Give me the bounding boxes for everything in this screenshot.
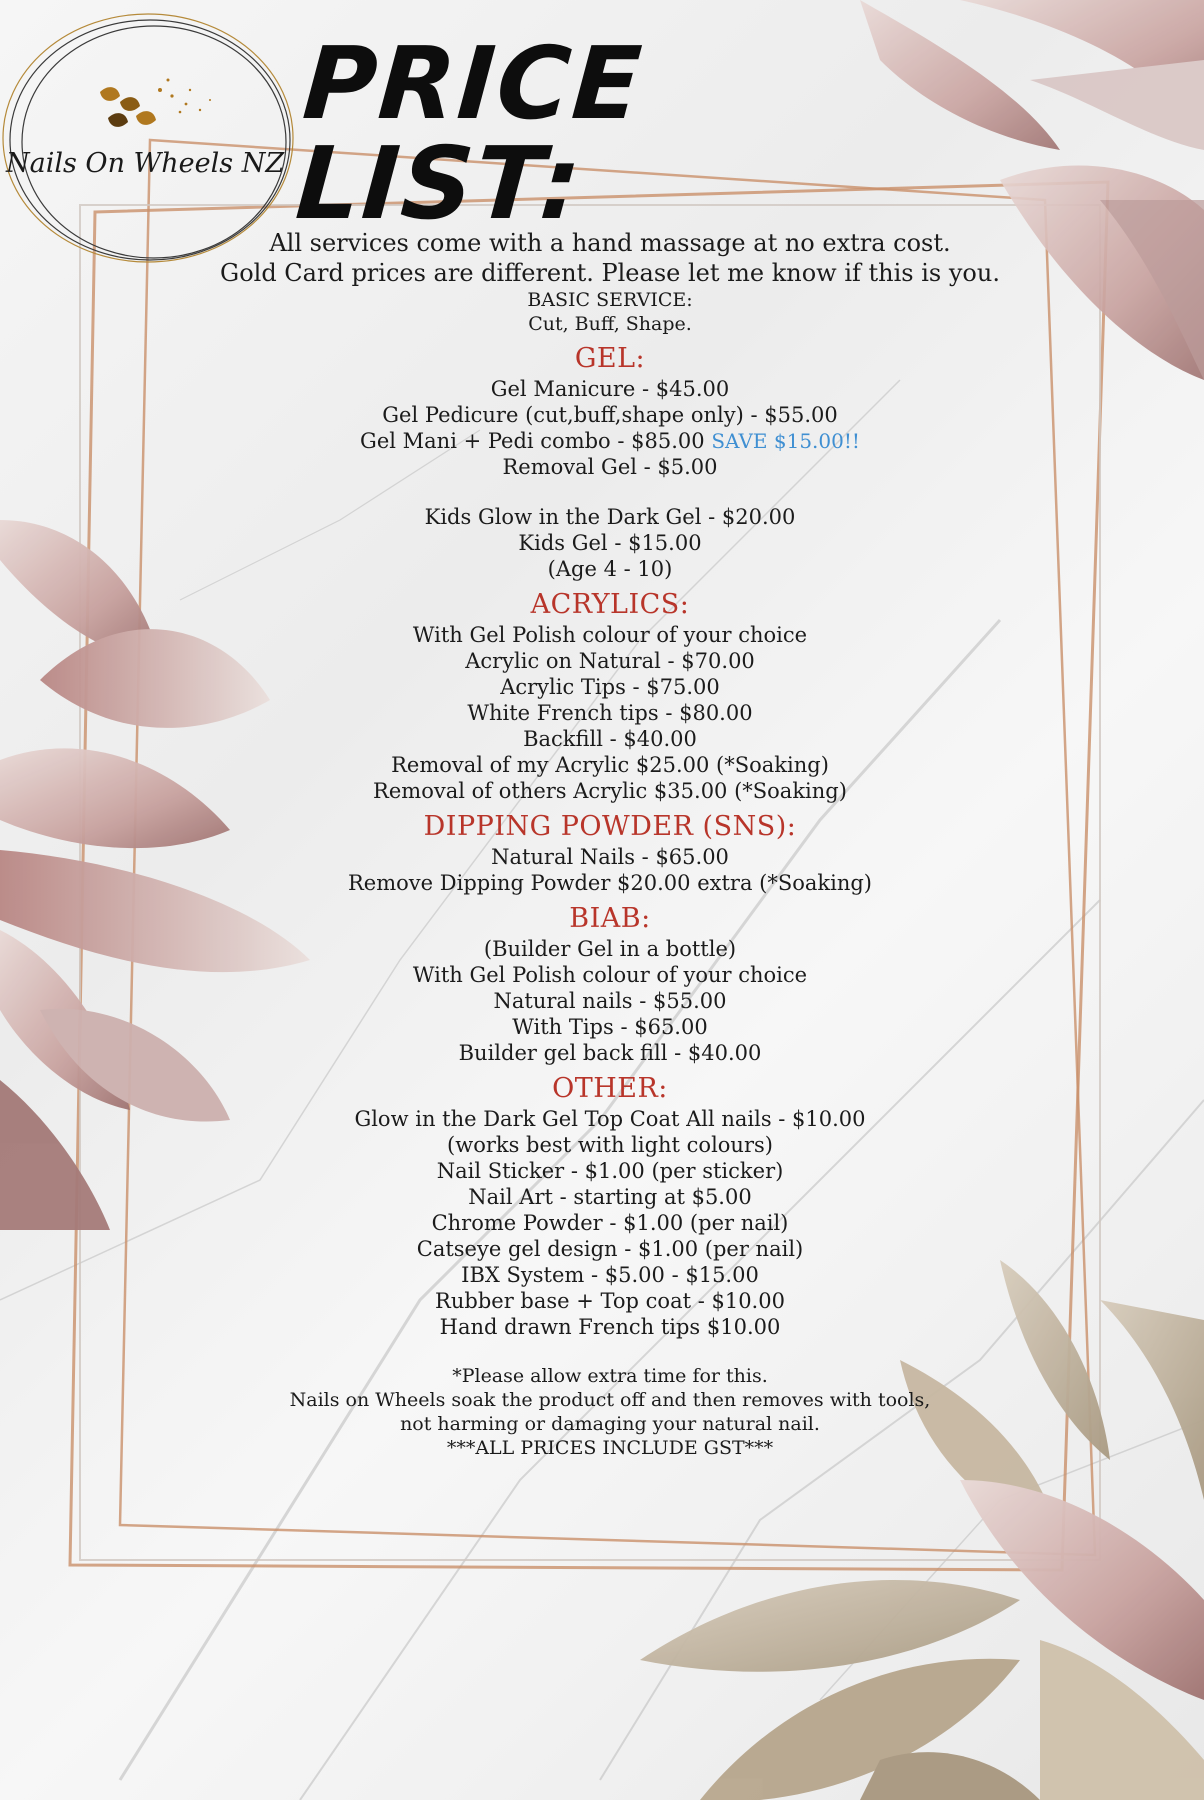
- section-heading-other: OTHER:: [552, 1073, 668, 1104]
- intro-line-2: Gold Card prices are different. Please let me know if this is you.: [220, 259, 1000, 287]
- biab-item: With Tips - $65.00: [512, 1015, 708, 1039]
- acrylics-item: White French tips - $80.00: [467, 701, 753, 725]
- section-heading-biab: BIAB:: [569, 903, 651, 934]
- section-heading-gel: GEL:: [574, 343, 646, 374]
- price-list-content: [150, 228, 1070, 1460]
- acrylics-item: Removal of my Acrylic $25.00 (*Soaking): [391, 753, 829, 777]
- footer-note: *Please allow extra time for this.: [452, 1365, 768, 1387]
- acrylics-item: Acrylic Tips - $75.00: [500, 675, 720, 699]
- other-item: Hand drawn French tips $10.00: [439, 1315, 781, 1339]
- biab-item: With Gel Polish colour of your choice: [412, 963, 808, 987]
- acrylics-item: Backfill - $40.00: [523, 727, 697, 751]
- other-item: IBX System - $5.00 - $15.00: [461, 1263, 759, 1287]
- acrylics-item: Removal of others Acrylic $35.00 (*Soaking): [373, 779, 847, 803]
- acrylics-item: Acrylic on Natural - $70.00: [465, 649, 755, 673]
- other-item: Glow in the Dark Gel Top Coat All nails - $10.00: [354, 1107, 866, 1131]
- gel-item: Kids Gel - $15.00: [518, 531, 702, 555]
- other-item: Nail Art - starting at $5.00: [468, 1185, 752, 1209]
- biab-item: Natural nails - $55.00: [493, 989, 727, 1013]
- footer-note: Nails on Wheels soak the product off and then removes with tools,: [289, 1389, 931, 1411]
- logo-nail-icon: [100, 79, 211, 127]
- other-item: (works best with light colours): [447, 1133, 773, 1157]
- gel-item: Kids Glow in the Dark Gel - $20.00: [424, 505, 796, 529]
- logo-wordmark: Nails On Wheels NZ: [6, 148, 285, 179]
- basic-service-label: BASIC SERVICE:: [527, 289, 693, 311]
- intro-line-1: All services come with a hand massage at no extra cost.: [269, 229, 951, 257]
- other-item: Catseye gel design - $1.00 (per nail): [416, 1237, 804, 1261]
- gel-item: Gel Pedicure (cut,buff,shape only) - $55.00: [382, 403, 838, 427]
- gel-item: (Age 4 - 10): [547, 557, 673, 581]
- gel-item: Gel Mani + Pedi combo - $85.00: [360, 429, 705, 453]
- biab-item: Builder gel back fill - $40.00: [458, 1041, 762, 1065]
- other-item: Rubber base + Top coat - $10.00: [435, 1289, 785, 1313]
- gel-combo-row: [150, 428, 1070, 454]
- section-heading-dipping: DIPPING POWDER (SNS):: [423, 811, 797, 842]
- section-heading-acrylics: ACRYLICS:: [530, 589, 690, 620]
- footer-note: not harming or damaging your natural nail.: [400, 1413, 820, 1435]
- dipping-item: Remove Dipping Powder $20.00 extra (*Soaking): [348, 871, 872, 895]
- footer-gst-note: ***ALL PRICES INCLUDE GST***: [446, 1437, 774, 1459]
- page-title: PRICE LIST:: [292, 25, 647, 242]
- dipping-item: Natural Nails - $65.00: [491, 845, 729, 869]
- other-item: Nail Sticker - $1.00 (per sticker): [436, 1159, 784, 1183]
- acrylics-item: With Gel Polish colour of your choice: [412, 623, 808, 647]
- gel-item: Gel Manicure - $45.00: [490, 377, 730, 401]
- gel-item: Removal Gel - $5.00: [502, 455, 718, 479]
- other-item: Chrome Powder - $1.00 (per nail): [431, 1211, 789, 1235]
- biab-item: (Builder Gel in a bottle): [483, 937, 737, 961]
- save-badge: SAVE $15.00!!: [711, 429, 860, 453]
- basic-service-detail: Cut, Buff, Shape.: [528, 313, 692, 335]
